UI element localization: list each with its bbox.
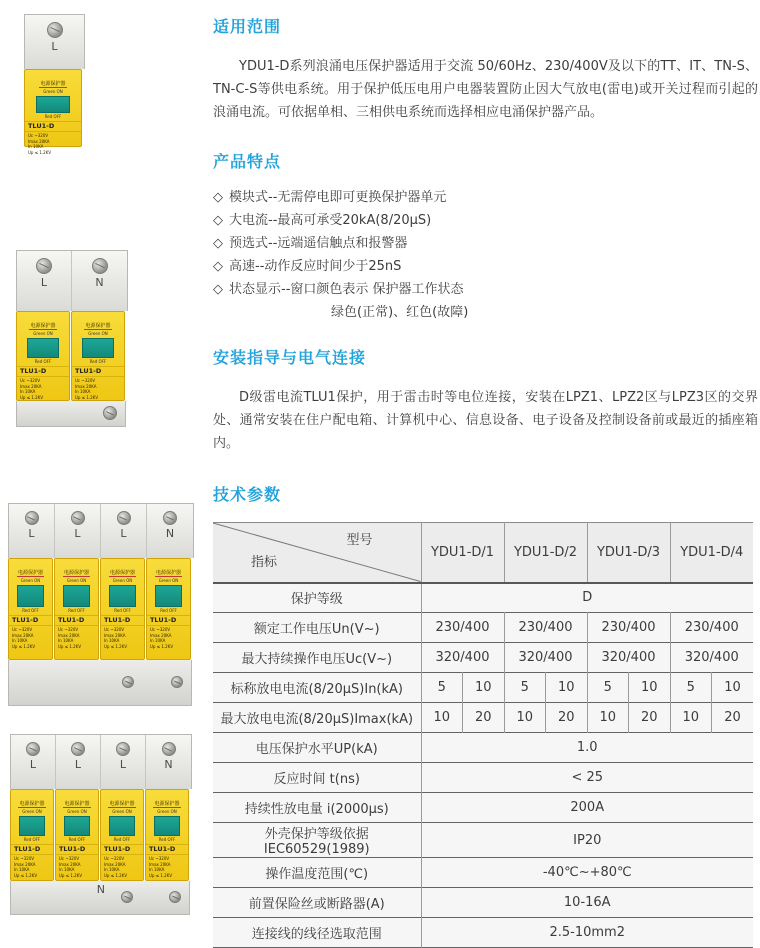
module-title: 电源保护器: [40, 81, 66, 87]
red-off-label: Red OFF: [34, 359, 52, 364]
spec-value-half: 10: [546, 673, 588, 703]
module-spec-line: Up ≤ 1.2KV: [75, 394, 99, 400]
spec-row-label: 持续性放电量 i(2000μs): [213, 793, 421, 823]
module-spec-line: Up ≤ 1.2KV: [104, 872, 128, 878]
green-on-label: Green ON: [43, 89, 63, 94]
feature-continuation: 绿色(正常)、红色(故障): [331, 305, 469, 320]
module-spec-line: Imax 20KA: [28, 138, 50, 144]
module-spec-lines: [25, 131, 81, 155]
green-on-label: Green ON: [67, 809, 87, 814]
module-spec-lines: [101, 625, 144, 649]
red-off-label: Red OFF: [113, 837, 131, 842]
spec-row-label: 最大持续操作电压Uc(V~): [213, 643, 421, 673]
module-spec-line: In 10KA: [58, 638, 74, 643]
spec-value-merged: -40℃~+80℃: [421, 858, 753, 888]
module-title: 电源保护器: [30, 323, 56, 329]
spd-module: [71, 311, 125, 401]
module-title: 电源保护器: [19, 801, 45, 807]
module-spec-line: In 10KA: [20, 389, 36, 394]
status-window: [27, 338, 59, 358]
spec-value-merged: < 25: [421, 763, 753, 793]
red-off-label: Red OFF: [114, 608, 131, 613]
diamond-bullet-icon: ◇: [213, 282, 223, 297]
product-photo-4pole: [8, 503, 194, 706]
spec-value-half: 5: [504, 673, 546, 703]
terminal-screw-icon: [116, 742, 130, 756]
spec-row-label: 反应时间 t(ns): [213, 763, 421, 793]
spec-value-half: 5: [421, 673, 463, 703]
feature-text: 预选式--远端遥信触点和报警器: [229, 236, 408, 251]
spec-value-half: 20: [546, 703, 588, 733]
terminal-band-bottom: [8, 660, 192, 706]
green-on-label: Green ON: [20, 578, 41, 583]
green-on-label: Green ON: [157, 809, 177, 814]
module-band: [16, 311, 128, 401]
module-spec-line: Up ≤ 1.2KV: [20, 394, 44, 400]
module-model-label: TLU1-D: [146, 844, 188, 853]
spec-value: 320/400: [421, 643, 504, 673]
terminal-pole: [101, 735, 146, 789]
spec-value-half: 10: [463, 673, 505, 703]
spec-row-label: 外壳保护等级依据 IEC60529(1989): [213, 823, 421, 858]
spec-value: 320/400: [504, 643, 587, 673]
terminal-band-top: [10, 734, 192, 789]
spec-table-row: [213, 583, 753, 613]
module-spec-lines: [72, 376, 124, 400]
install-paragraph: D级雷电流TLU1保护，用于雷击时等电位连接，安装在LPZ1、LPZ2区与LPZ3区的交界处、通常安装在住户配电箱、计算机中心、信息设备、电子设备及控制设备前或最近的插座箱内。: [213, 390, 758, 451]
terminal-pole: [146, 735, 191, 789]
terminal-screw-icon: [171, 676, 183, 688]
module-band: [24, 69, 85, 155]
module-model-label: TLU1-D: [11, 844, 53, 853]
module-title: 电源保护器: [85, 323, 111, 329]
terminal-letter: L: [51, 40, 58, 53]
green-on-label: Green ON: [33, 331, 53, 336]
spec-value-merged: 10-16A: [421, 888, 753, 918]
diamond-bullet-icon: ◇: [213, 236, 223, 251]
red-off-label: Red OFF: [68, 837, 86, 842]
model-column-header: YDU1-D/3: [587, 523, 670, 583]
module-spec-line: Up ≤ 1.2KV: [14, 872, 38, 878]
module-spec-lines: [9, 625, 52, 649]
module-spec-line: Uc ~320V: [104, 856, 125, 861]
spec-value-half: 5: [670, 673, 712, 703]
module-model-label: TLU1-D: [9, 615, 52, 624]
terminal-letter: L: [74, 527, 81, 540]
spd-module: [24, 69, 82, 155]
spec-value: 230/400: [421, 613, 504, 643]
module-spec-line: In 10KA: [149, 867, 165, 872]
spec-value: 230/400: [587, 613, 670, 643]
module-model-label: TLU1-D: [56, 844, 98, 853]
terminal-screw-icon: [71, 511, 85, 525]
section-title-features: 产品特点: [213, 152, 282, 171]
module-spec-line: In 10KA: [75, 389, 91, 394]
terminal-screw-icon: [117, 511, 131, 525]
module-model-label: TLU1-D: [72, 366, 124, 375]
module-title: 电源保护器: [17, 570, 43, 576]
status-window: [63, 585, 90, 607]
section-title-install: 安装指导与电气连接: [213, 348, 367, 367]
spec-value-half: 10: [670, 703, 712, 733]
spec-table-row: [213, 643, 753, 673]
module-spec-line: Uc ~320V: [150, 627, 171, 632]
spec-table-row: [213, 613, 753, 643]
spec-table-row: [213, 823, 753, 858]
scope-paragraph: YDU1-D系列浪涌电压保护器适用于交流 50/60Hz、230/400V及以下的TT、IT、TN-S、TN-C-S等供电系统。用于保护低压电用户电器装置防止因大气放电(雷电)或开关过程而引起的浪涌电流。可依据单相、三相供电系统而选择相应电涌保护器产品。: [213, 59, 758, 120]
terminal-screw-icon: [162, 742, 176, 756]
module-spec-lines: [17, 376, 69, 400]
module-spec-line: Up ≤ 1.2KV: [149, 872, 173, 878]
module-spec-line: Up ≤ 1.2KV: [58, 643, 82, 649]
terminal-letter: L: [74, 758, 82, 771]
spec-table-row: [213, 918, 753, 948]
section-title-specs: 技术参数: [213, 485, 282, 504]
module-spec-lines: [11, 854, 53, 878]
green-on-label: Green ON: [112, 809, 132, 814]
spd-module: [55, 789, 99, 881]
terminal-screw-icon: [92, 258, 108, 274]
spec-value-half: 20: [629, 703, 671, 733]
red-off-label: Red OFF: [158, 837, 176, 842]
terminal-pole: [56, 735, 101, 789]
spec-value-half: 10: [504, 703, 546, 733]
spec-row-label: 标称放电电流(8/20μS)In(kA): [213, 673, 421, 703]
spec-value-half: 10: [712, 673, 754, 703]
diamond-bullet-icon: ◇: [213, 259, 223, 274]
terminal-screw-icon: [71, 742, 85, 756]
terminal-screw-icon: [47, 22, 63, 38]
status-window: [64, 816, 90, 836]
red-off-label: Red OFF: [160, 608, 177, 613]
spec-table-row: [213, 888, 753, 918]
corner-label-model: 型号: [346, 533, 373, 548]
spec-value-merged: 200A: [421, 793, 753, 823]
green-on-label: Green ON: [88, 331, 108, 336]
green-on-label: Green ON: [66, 578, 87, 583]
spec-table: [213, 522, 753, 948]
module-spec-line: Up ≤ 1.2KV: [12, 643, 36, 649]
green-on-label: Green ON: [158, 578, 179, 583]
feature-item: [213, 186, 758, 209]
spec-row-label: 保护等级: [213, 583, 421, 613]
spec-value-half: 5: [587, 673, 629, 703]
status-window: [82, 338, 114, 358]
module-title: 电源保护器: [109, 801, 135, 807]
feature-item: [213, 232, 758, 255]
terminal-band-bottom: [10, 881, 190, 915]
status-window: [36, 96, 71, 113]
feature-text: 状态显示--窗口颜色表示 保护器工作状态: [229, 282, 464, 297]
module-spec-line: Imax 20KA: [12, 632, 34, 638]
spd-module: [10, 789, 54, 881]
spec-value-half: 20: [712, 703, 754, 733]
spec-value-merged: 1.0: [421, 733, 753, 763]
module-spec-line: In 10KA: [104, 638, 120, 643]
feature-item: [213, 278, 758, 301]
module-model-label: TLU1-D: [101, 844, 143, 853]
status-window: [109, 585, 136, 607]
module-spec-line: Imax 20KA: [14, 861, 36, 867]
spec-row-label: 额定工作电压Un(V~): [213, 613, 421, 643]
module-title: 电源保护器: [154, 801, 180, 807]
module-spec-line: Imax 20KA: [59, 861, 81, 867]
spec-table-row: [213, 733, 753, 763]
module-spec-line: Uc ~320V: [59, 856, 80, 861]
module-spec-line: In 10KA: [59, 867, 75, 872]
spec-table-row: [213, 793, 753, 823]
table-corner-cell: [213, 523, 421, 583]
feature-text: 模块式--无需停电即可更换保护器单元: [229, 190, 447, 205]
spec-row-label: 前置保险丝或断路器(A): [213, 888, 421, 918]
features-list: [213, 186, 758, 301]
spec-row-label: 最大放电电流(8/20μS)Imax(kA): [213, 703, 421, 733]
spec-value: 320/400: [670, 643, 753, 673]
spec-value-merged: 2.5-10mm2: [421, 918, 753, 948]
module-spec-line: Uc ~320V: [104, 627, 125, 632]
terminal-pole: [147, 504, 193, 558]
module-spec-line: Imax 20KA: [75, 383, 97, 389]
module-spec-line: Imax 20KA: [104, 632, 126, 638]
status-window: [17, 585, 44, 607]
product-photo-1pole: [24, 14, 85, 155]
module-band: [10, 789, 192, 881]
spec-row-label: 连接线的线径选取范围: [213, 918, 421, 948]
product-photo-4pole-b: [10, 734, 192, 915]
terminal-pole: [25, 15, 84, 69]
feature-item: [213, 255, 758, 278]
module-spec-line: Imax 20KA: [20, 383, 42, 389]
spd-module: [8, 558, 53, 660]
module-spec-lines: [56, 854, 98, 878]
terminal-letter: L: [40, 276, 48, 289]
red-off-label: Red OFF: [22, 608, 39, 613]
spec-value-half: 10: [587, 703, 629, 733]
terminal-pole: [72, 251, 127, 311]
terminal-pole: [11, 735, 56, 789]
red-off-label: Red OFF: [89, 359, 107, 364]
terminal-letter: N: [95, 276, 104, 289]
terminal-screw-icon: [169, 891, 181, 903]
module-spec-line: In 10KA: [104, 867, 120, 872]
module-spec-lines: [147, 625, 190, 649]
terminal-letter: L: [29, 758, 37, 771]
module-spec-line: Up ≤ 1.2KV: [104, 643, 128, 649]
module-spec-line: Uc ~320V: [58, 627, 79, 632]
terminal-screw-icon: [25, 511, 39, 525]
model-column-header: YDU1-D/4: [670, 523, 753, 583]
red-off-label: Red OFF: [44, 114, 62, 119]
spd-module: [146, 558, 191, 660]
spd-module: [100, 789, 144, 881]
module-spec-line: Uc ~320V: [12, 627, 33, 632]
module-spec-lines: [55, 625, 98, 649]
section-title-scope: 适用范围: [213, 17, 282, 36]
terminal-letter: L: [119, 758, 127, 771]
spec-table-row: [213, 763, 753, 793]
red-off-label: Red OFF: [23, 837, 41, 842]
spec-table-header-row: [213, 523, 753, 583]
terminal-letter: L: [120, 527, 127, 540]
module-spec-line: Imax 20KA: [149, 861, 171, 867]
module-model-label: TLU1-D: [17, 366, 69, 375]
module-spec-line: Up ≤ 1.2KV: [59, 872, 83, 878]
diamond-bullet-icon: ◇: [213, 213, 223, 228]
module-title: 电源保护器: [109, 570, 135, 576]
spd-module: [16, 311, 70, 401]
green-on-label: Green ON: [22, 809, 42, 814]
feature-item: [213, 209, 758, 232]
status-window: [154, 816, 180, 836]
terminal-screw-icon: [122, 676, 134, 688]
spec-value-merged: D: [421, 583, 753, 613]
module-model-label: TLU1-D: [147, 615, 190, 624]
red-off-label: Red OFF: [68, 608, 85, 613]
terminal-band-bottom: [16, 401, 126, 427]
module-title: 电源保护器: [63, 570, 89, 576]
spec-table-row: [213, 703, 753, 733]
spec-value-half: 10: [629, 673, 671, 703]
module-spec-lines: [146, 854, 188, 878]
terminal-screw-icon: [163, 511, 177, 525]
product-photo-2pole: [16, 250, 128, 427]
terminal-screw-icon: [26, 742, 40, 756]
terminal-pole: [9, 504, 55, 558]
module-spec-line: Uc ~320V: [20, 378, 41, 383]
module-spec-line: Up ≤ 1.2KV: [28, 149, 52, 155]
spec-value: 230/400: [670, 613, 753, 643]
terminal-pole: [55, 504, 101, 558]
terminal-letter: N: [96, 883, 105, 896]
status-window: [155, 585, 182, 607]
diagonal-divider: [213, 523, 421, 582]
feature-text: 大电流--最高可承受20kA(8/20μS): [229, 213, 432, 228]
status-window: [109, 816, 135, 836]
module-model-label: TLU1-D: [55, 615, 98, 624]
module-spec-line: Imax 20KA: [104, 861, 126, 867]
terminal-screw-icon: [103, 406, 117, 420]
terminal-screw-icon: [121, 891, 133, 903]
module-spec-line: In 10KA: [150, 638, 166, 643]
content-column: [213, 0, 758, 948]
module-title: 电源保护器: [155, 570, 181, 576]
module-model-label: TLU1-D: [25, 121, 81, 130]
module-spec-lines: [101, 854, 143, 878]
spec-value-half: 10: [421, 703, 463, 733]
module-title: 电源保护器: [64, 801, 90, 807]
spec-value: 320/400: [587, 643, 670, 673]
corner-label-index: 指标: [251, 554, 278, 570]
module-spec-line: Imax 20KA: [150, 632, 172, 638]
terminal-letter: N: [164, 758, 173, 771]
feature-text: 高速--动作反应时间少于25nS: [229, 259, 402, 274]
spd-module: [100, 558, 145, 660]
spec-table-row: [213, 858, 753, 888]
module-model-label: TLU1-D: [101, 615, 144, 624]
module-spec-line: Uc ~320V: [149, 856, 170, 861]
model-column-header: YDU1-D/2: [504, 523, 587, 583]
spec-table-row: [213, 673, 753, 703]
diamond-bullet-icon: ◇: [213, 190, 223, 205]
spec-row-label: 操作温度范围(℃): [213, 858, 421, 888]
module-spec-line: Up ≤ 1.2KV: [150, 643, 174, 649]
module-spec-line: Imax 20KA: [58, 632, 80, 638]
terminal-screw-icon: [36, 258, 52, 274]
status-window: [19, 816, 45, 836]
spd-module: [54, 558, 99, 660]
spec-value: 230/400: [504, 613, 587, 643]
terminal-band-top: [16, 250, 128, 311]
module-spec-line: In 10KA: [14, 867, 30, 872]
terminal-letter: L: [28, 527, 35, 540]
spec-value-merged: IP20: [421, 823, 753, 858]
spd-module: [145, 789, 189, 881]
module-spec-line: In 10KA: [12, 638, 28, 643]
spec-value-half: 20: [463, 703, 505, 733]
terminal-pole: [17, 251, 72, 311]
green-on-label: Green ON: [112, 578, 133, 583]
module-spec-line: In 10KA: [28, 144, 44, 149]
module-spec-line: Uc ~320V: [14, 856, 35, 861]
module-spec-line: Uc ~320V: [75, 378, 96, 383]
terminal-band-top: [8, 503, 194, 558]
terminal-letter: N: [165, 527, 175, 540]
spec-row-label: 电压保护水平UP(kA): [213, 733, 421, 763]
terminal-band-top: [24, 14, 85, 69]
module-band: [8, 558, 194, 660]
module-spec-line: Uc ~320V: [28, 133, 49, 138]
terminal-pole: [101, 504, 147, 558]
model-column-header: YDU1-D/1: [421, 523, 504, 583]
